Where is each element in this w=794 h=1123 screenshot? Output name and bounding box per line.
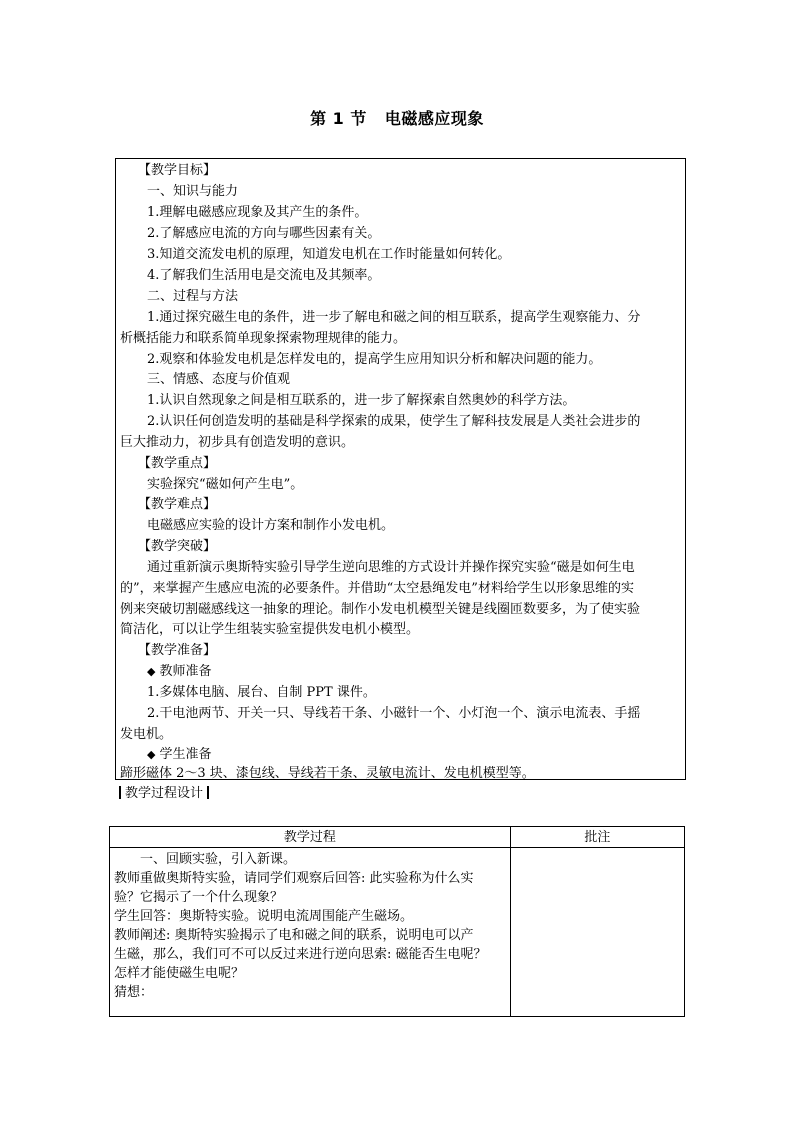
page-title: [0, 106, 794, 129]
student-prep-label: 学生准备: [159, 747, 212, 762]
diamond-bullet-icon: ◆: [147, 748, 156, 761]
process-item-1-line-2: 析概括能力和联系简单现象探索物理规律的能力。: [120, 331, 407, 346]
process-line-7: 怎样才能使磁生电呢？: [114, 966, 245, 981]
teacher-prep-item-1: 1.多媒体电脑、展台、自制 PPT 课件。: [147, 685, 376, 700]
key-point-heading: 【教学重点】: [138, 456, 217, 471]
breakthrough-line-2: 的”，来掌握产生感应电流的必要条件。并借助“太空悬绳发电”材料给学生以形象思维的实: [120, 581, 634, 596]
breakthrough-heading: 【教学突破】: [138, 539, 217, 554]
process-line-5: 教师阐述: 奥斯特实验揭示了电和磁之间的联系，说明电可以产: [114, 928, 474, 943]
difficulty-text: 电磁感应实验的设计方案和制作小发电机。: [147, 518, 395, 533]
emotion-heading: 三、情感、态度与价值观: [147, 372, 291, 387]
process-line-1: 一、回顾实验，引入新课。: [140, 852, 297, 867]
bar-left-icon: [119, 786, 121, 799]
emotion-item-2-line-1: 2.认识任何创造发明的基础是科学探索的成果，使学生了解科技发展是人类社会进步的: [147, 414, 641, 429]
breakthrough-line-1: 通过重新演示奥斯特实验引导学生逆向思维的方式设计并操作探究实验“磁是如何生电: [147, 560, 635, 575]
knowledge-item-2: 2.了解感应电流的方向与哪些因素有关。: [147, 226, 381, 241]
process-table-header-row: [110, 827, 685, 848]
section-number: 第 1 节: [310, 109, 367, 128]
diamond-bullet-icon: ◆: [147, 665, 156, 678]
process-heading: 二、过程与方法: [147, 289, 239, 304]
teacher-prep-heading: [147, 664, 211, 680]
process-design-label: [115, 786, 213, 802]
student-prep-heading: [147, 747, 211, 763]
breakthrough-line-3: 例来突破切割磁感线这一抽象的理论。制作小发电机模型关键是线圈匝数要多，为了使实验: [120, 602, 641, 617]
preparation-heading: 【教学准备】: [138, 643, 217, 658]
header-process: 教学过程: [110, 827, 511, 848]
teacher-prep-label: 教师准备: [159, 664, 212, 679]
breakthrough-line-4: 简洁化，可以让学生组装实验室提供发电机小模型。: [120, 622, 420, 637]
process-item-1-line-1: 1.通过探究磁生电的条件，进一步了解电和磁之间的相互联系，提高学生观察能力、分: [147, 310, 641, 325]
process-line-2: 教师重做奥斯特实验，请同学们观察后回答: 此实验称为什么实: [114, 871, 474, 886]
emotion-item-2-line-2: 巨大推动力，初步具有创造发明的意识。: [120, 435, 355, 450]
header-notes: 批注: [510, 827, 684, 848]
knowledge-item-4: 4.了解我们生活用电是交流电及其频率。: [147, 268, 381, 283]
notes-cell: [510, 848, 684, 1017]
difficulty-heading: 【教学难点】: [138, 497, 217, 512]
process-item-2: 2.观察和体验发电机是怎样发电的，提高学生应用知识分析和解决问题的能力。: [147, 352, 602, 367]
process-line-6: 生磁，那么，我们可不可以反过来进行逆向思索: 磁能否生电呢？: [114, 947, 487, 962]
bar-right-icon: [207, 786, 209, 799]
key-point-text: 实验探究“磁如何产生电”。: [147, 477, 304, 492]
teacher-prep-item-2-line-2: 发电机。: [120, 727, 173, 742]
knowledge-item-3: 3.知道交流发电机的原理，知道发电机在工作时能量如何转化。: [147, 247, 511, 262]
process-design-text: 教学过程设计: [125, 786, 204, 801]
process-table: [109, 826, 685, 1017]
section-name: 电磁感应现象: [384, 109, 484, 128]
student-prep-text: 蹄形磁体 2～3 块、漆包线、导线若干条、灵敏电流计、发电机模型等。: [120, 766, 535, 781]
teacher-prep-item-2-line-1: 2.干电池两节、开关一只、导线若干条、小磁针一个、小灯泡一个、演示电流表、手摇: [147, 706, 641, 721]
process-line-3: 验？它揭示了一个什么现象？: [114, 890, 284, 905]
process-line-4: 学生回答：奥斯特实验。说明电流周围能产生磁场。: [114, 909, 414, 924]
emotion-item-1: 1.认识自然现象之间是相互联系的，进一步了解探索自然奥妙的科学方法。: [147, 393, 576, 408]
knowledge-heading: 一、知识与能力: [147, 184, 239, 199]
process-line-8: 猜想：: [114, 985, 154, 1000]
process-content-cell: [110, 848, 511, 1017]
process-table-row: [110, 848, 685, 1017]
knowledge-item-1: 1.理解电磁感应现象及其产生的条件。: [147, 205, 368, 220]
objectives-heading: 【教学目标】: [138, 163, 217, 178]
